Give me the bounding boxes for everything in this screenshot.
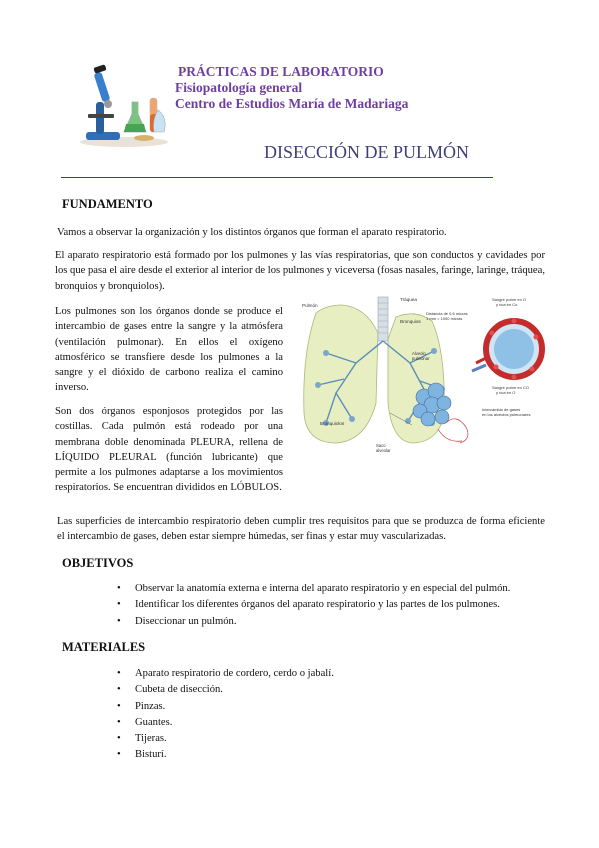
section-heading-fundamento: FUNDAMENTO <box>62 197 153 211</box>
list-item: • Pinzas. <box>117 699 547 715</box>
label-saco-alveolar: alveolar <box>376 448 391 453</box>
microscope-flask-icon <box>74 62 174 148</box>
bullet-icon: • <box>117 615 121 627</box>
label-bronquios: Bronquios <box>400 319 421 324</box>
label-bronquiolos: Bronquiolos <box>320 421 345 426</box>
label-pulmon: Pulmón <box>302 303 318 308</box>
list-item: • Identificar los diferentes órganos del aparato respiratorio y las partes de los pulmones. <box>117 597 547 613</box>
bullet-icon: • <box>117 716 121 728</box>
bullet-icon: • <box>117 684 121 696</box>
laboratory-logo <box>74 62 174 148</box>
label-intercambio: Intercambio de gases <box>482 407 521 412</box>
label-sangre-rica-o2: y rica en O <box>496 390 516 395</box>
bullet-icon: • <box>117 749 121 761</box>
header-practicas: PRÁCTICAS DE LABORATORIO <box>178 64 384 79</box>
paragraph-organos: Son dos órganos esponjosos protegidos por las costillas. Cada pulmón está rodeado por una membrana doble denominada PLEURA, rellena de LÍQUIDO PLEURAL (función lubricante) que permite a los pulmones adaptarse a los movimientos respiratorios. Se encuentran divididos en LÓBULOS. <box>55 406 283 494</box>
list-item: • Observar la anatomía externa e interna del aparato respiratorio y en especial del pulmón. <box>117 581 547 597</box>
objetivos-list <box>117 581 547 630</box>
list-item: • Cubeta de disección. <box>117 682 547 698</box>
label-sangre-rica-co2: y rica en Co <box>496 302 518 307</box>
bullet-icon: • <box>117 668 121 679</box>
lung-alveoli-illustration-icon <box>296 293 546 465</box>
label-sangre-pobre-co2: Sangre pobre en CO <box>492 385 529 390</box>
bullet-icon: • <box>117 583 121 594</box>
bullet-icon: • <box>117 733 121 745</box>
list-item: • Aparato respiratorio de cordero, cerdo o jabalí. <box>117 666 547 682</box>
list-item: • Tijeras. <box>117 731 547 747</box>
paragraph-pulmones: Los pulmones son los órganos donde se produce el intercambio de gases entre la sangre y la atmósfera (ventilación pulmonar). En ellos el oxígeno atmosférico se transfiere desde los pulmones a la sangre y el dióxido de carbono realiza el camino inverso. <box>55 306 283 394</box>
title-rule <box>61 177 493 178</box>
label-distancia-unit: 1 mm = 1000 micras <box>426 316 463 321</box>
section-heading-materiales: MATERIALES <box>62 640 146 654</box>
bullet-icon: • <box>117 599 121 611</box>
label-intercambio-alveolos: en los alvéolos pulmonares <box>482 412 531 417</box>
header-school: Centro de Estudios María de Madariaga <box>175 96 409 111</box>
list-item: • Guantes. <box>117 715 547 731</box>
section-heading-objetivos: OBJETIVOS <box>62 556 134 570</box>
paragraph-intro: Vamos a observar la organización y los distintos órganos que forman el aparato respiratorio. <box>57 227 447 238</box>
respiratory-figure <box>296 293 546 465</box>
list-item: • Diseccionar un pulmón. <box>117 614 547 630</box>
header-subject: Fisiopatología general <box>175 80 303 95</box>
label-sangre-pobre-o2: Sangre pobre en O <box>492 297 527 302</box>
bullet-icon: • <box>117 700 121 712</box>
paragraph-aparato: El aparato respiratorio está formado por los pulmones y las vías respiratorias, que son conductos y cavidades por los que pasa el aire desde el exterior al interior de los pulmones y viceversa (fosas nasales, faringe, laringe, tráquea, bronquios y bronquiolos). <box>55 250 545 292</box>
list-item: • Bisturí. <box>117 747 547 763</box>
label-alveolo: Alveolo <box>412 351 426 356</box>
paragraph-superficies: Las superficies de intercambio respiratorio deben cumplir tres requisitos para que se produzca de forma eficiente el intercambio de gases, deben estar siempre húmedas, ser finas y estar muy vascularizadas. <box>57 516 545 543</box>
label-traquea: Tráquea <box>400 297 417 302</box>
page-title: DISECCIÓN DE PULMÓN <box>264 142 470 162</box>
label-saco: Saco <box>376 443 386 448</box>
label-alveolo-pulmonar: pulmonar <box>412 356 430 361</box>
label-distancia: Distancia de 0,6 micras <box>426 311 468 316</box>
materiales-list <box>117 666 547 764</box>
